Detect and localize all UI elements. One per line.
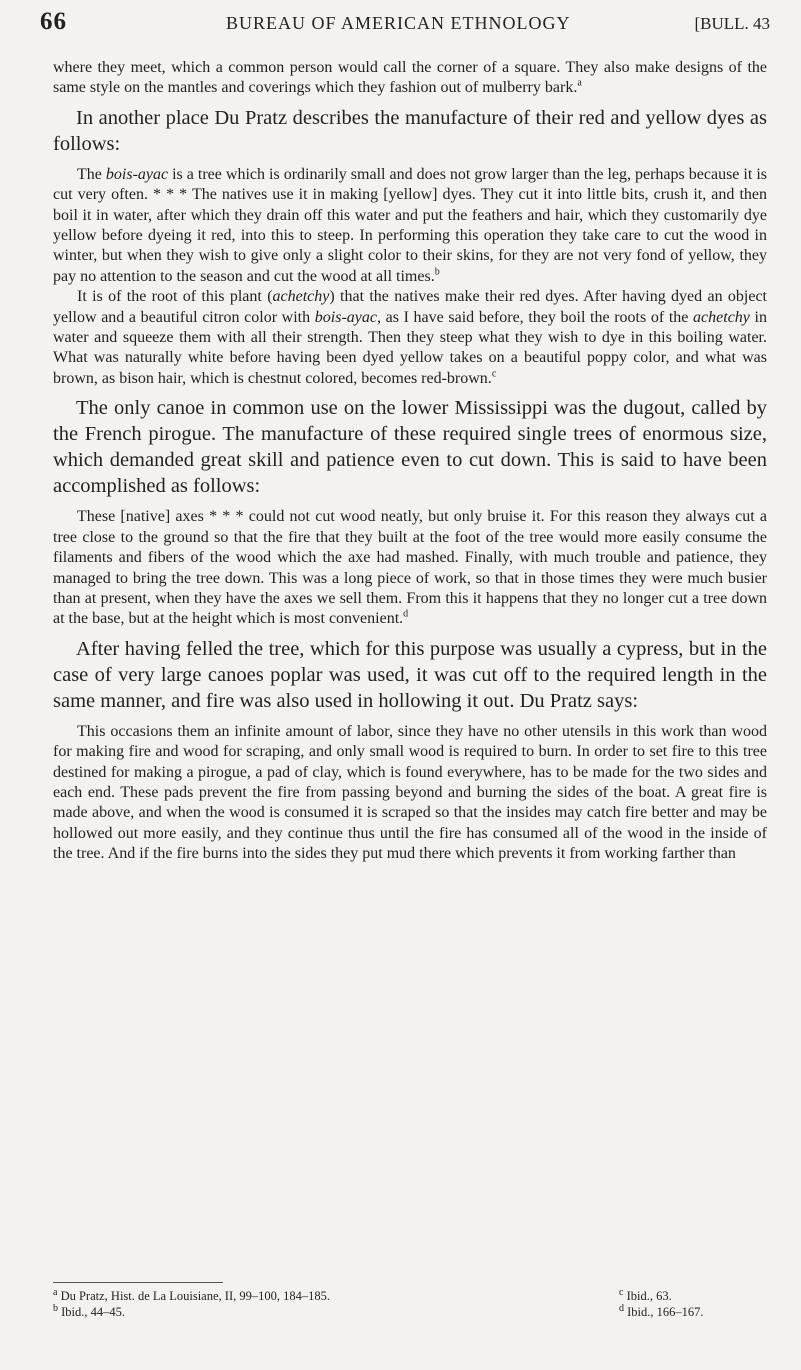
running-title: BUREAU OF AMERICAN ETHNOLOGY: [226, 13, 571, 33]
footnote: $^a$ Du Pratz, Hist. de La Louisiane, II, 99–100, 184–185.: [53, 1286, 330, 1303]
page-body: [53, 58, 767, 865]
block-quote: The bois-ayac is a tree which is ordinarily small and does not grow larger than the leg, perhaps because it is cut very often. * * * The natives use it in making [yellow] dyes. They cut it into little bits, crush it, and then boil it in water, after which they drain off this water and put the feathers and hair, which they customarily dye yellow before dyeing it red, into this to steep. In performing this operation they take care to cut the wood in winter, but when they wish to give only a slight color to their skins, for they are not very fond of yellow, they pay no attention to the season and cut the wood at all times.$^b$: [53, 165, 767, 285]
body-paragraph: The only canoe in common use on the lower Mississippi was the dugout, called by the French pirogue. The manufacture of these required single trees of enormous size, which demanded great skill and patience even to cut down. This is said to have been accomplished as follows:: [53, 397, 767, 498]
term: achetchy: [272, 288, 330, 306]
quote-text: These [native] axes * * * could not cut wood neatly, but only bruise it. For this reason they always cut a tree close to the ground so that the fire that they built at the foot of the tree would more easily consume the filaments and fibers of the wood which the axe had mashed. Finally, with much trouble and patience, they managed to bring the tree down. This was a long piece of work, so that in those times they were much busier than at present, when they have the axes we sell them. From this it happens that they no longer cut a tree down at the base, but at the height which is most convenient.: [53, 508, 767, 628]
page-number: 66: [40, 8, 67, 35]
term: bois-ayac: [105, 165, 169, 183]
footnote: $^c$ Ibid., 63.: [619, 1286, 672, 1303]
term: bois-ayac: [314, 308, 377, 326]
block-quote: [53, 507, 767, 629]
term: achetchy: [693, 308, 750, 326]
footnote-rule: [53, 1282, 223, 1283]
body-paragraph: After having felled the tree, which for this purpose was usually a cypress, but in the case of very large canoes poplar was used, it was cut off to the required length in the same manner, and fire was also used in hollowing it out. Du Pratz says:: [53, 637, 767, 712]
footnote-ref: c: [491, 368, 497, 380]
body-paragraph: In another place Du Pratz describes the manufacture of their red and yellow dyes as follows:: [53, 106, 767, 155]
footnote-ref: b: [434, 266, 440, 278]
bulletin-reference: [BULL. 43: [694, 14, 770, 33]
quote-text: where they meet, which a common person would call the corner of a square. They also make designs of the same style on the mantles and coverings which they fashion out of mulberry bark.: [53, 59, 767, 97]
block-quote: This occasions them an infinite amount of labor, since they have no other utensils in this work than wood for making fire and wood for scraping, and only small wood is required to burn. In order to set fire to this tree destined for making a pirogue, a pad of clay, which is found everywhere, has to be made for the two sides and each end. These pads prevent the fire from passing beyond and burning the sides of the boat. A great fire is made above, and when the wood is consumed it is scraped so that the insides may catch fire better and may be hollowed out more easily, and they continue thus until the fire has consumed all of the wood in the inside of the tree. And if the fire burns into the sides they put mud there which prevents it from working farther than: [53, 722, 767, 863]
footnote: $^d$ Ibid., 166–167.: [619, 1302, 704, 1319]
footnote-ref: d: [403, 608, 409, 620]
running-head: [40, 8, 770, 42]
block-quote: It is of the root of this plant (achetchy) that the natives make their red dyes. After having dyed an object yellow and a beautiful citron color with bois-ayac, as I have said before, they boil the roots of the achetchy in water and squeeze them with all their strength. Then they steep what they wish to dye in this boiling water. What was naturally white before having been dyed yellow takes on a beautiful poppy color, and what was brown, as bison hair, which is chestnut colored, becomes red-brown.$^c$: [53, 288, 767, 387]
block-quote: [53, 58, 767, 99]
footnote-ref: a: [577, 78, 582, 90]
footnote: $^b$ Ibid., 44–45.: [53, 1302, 126, 1319]
